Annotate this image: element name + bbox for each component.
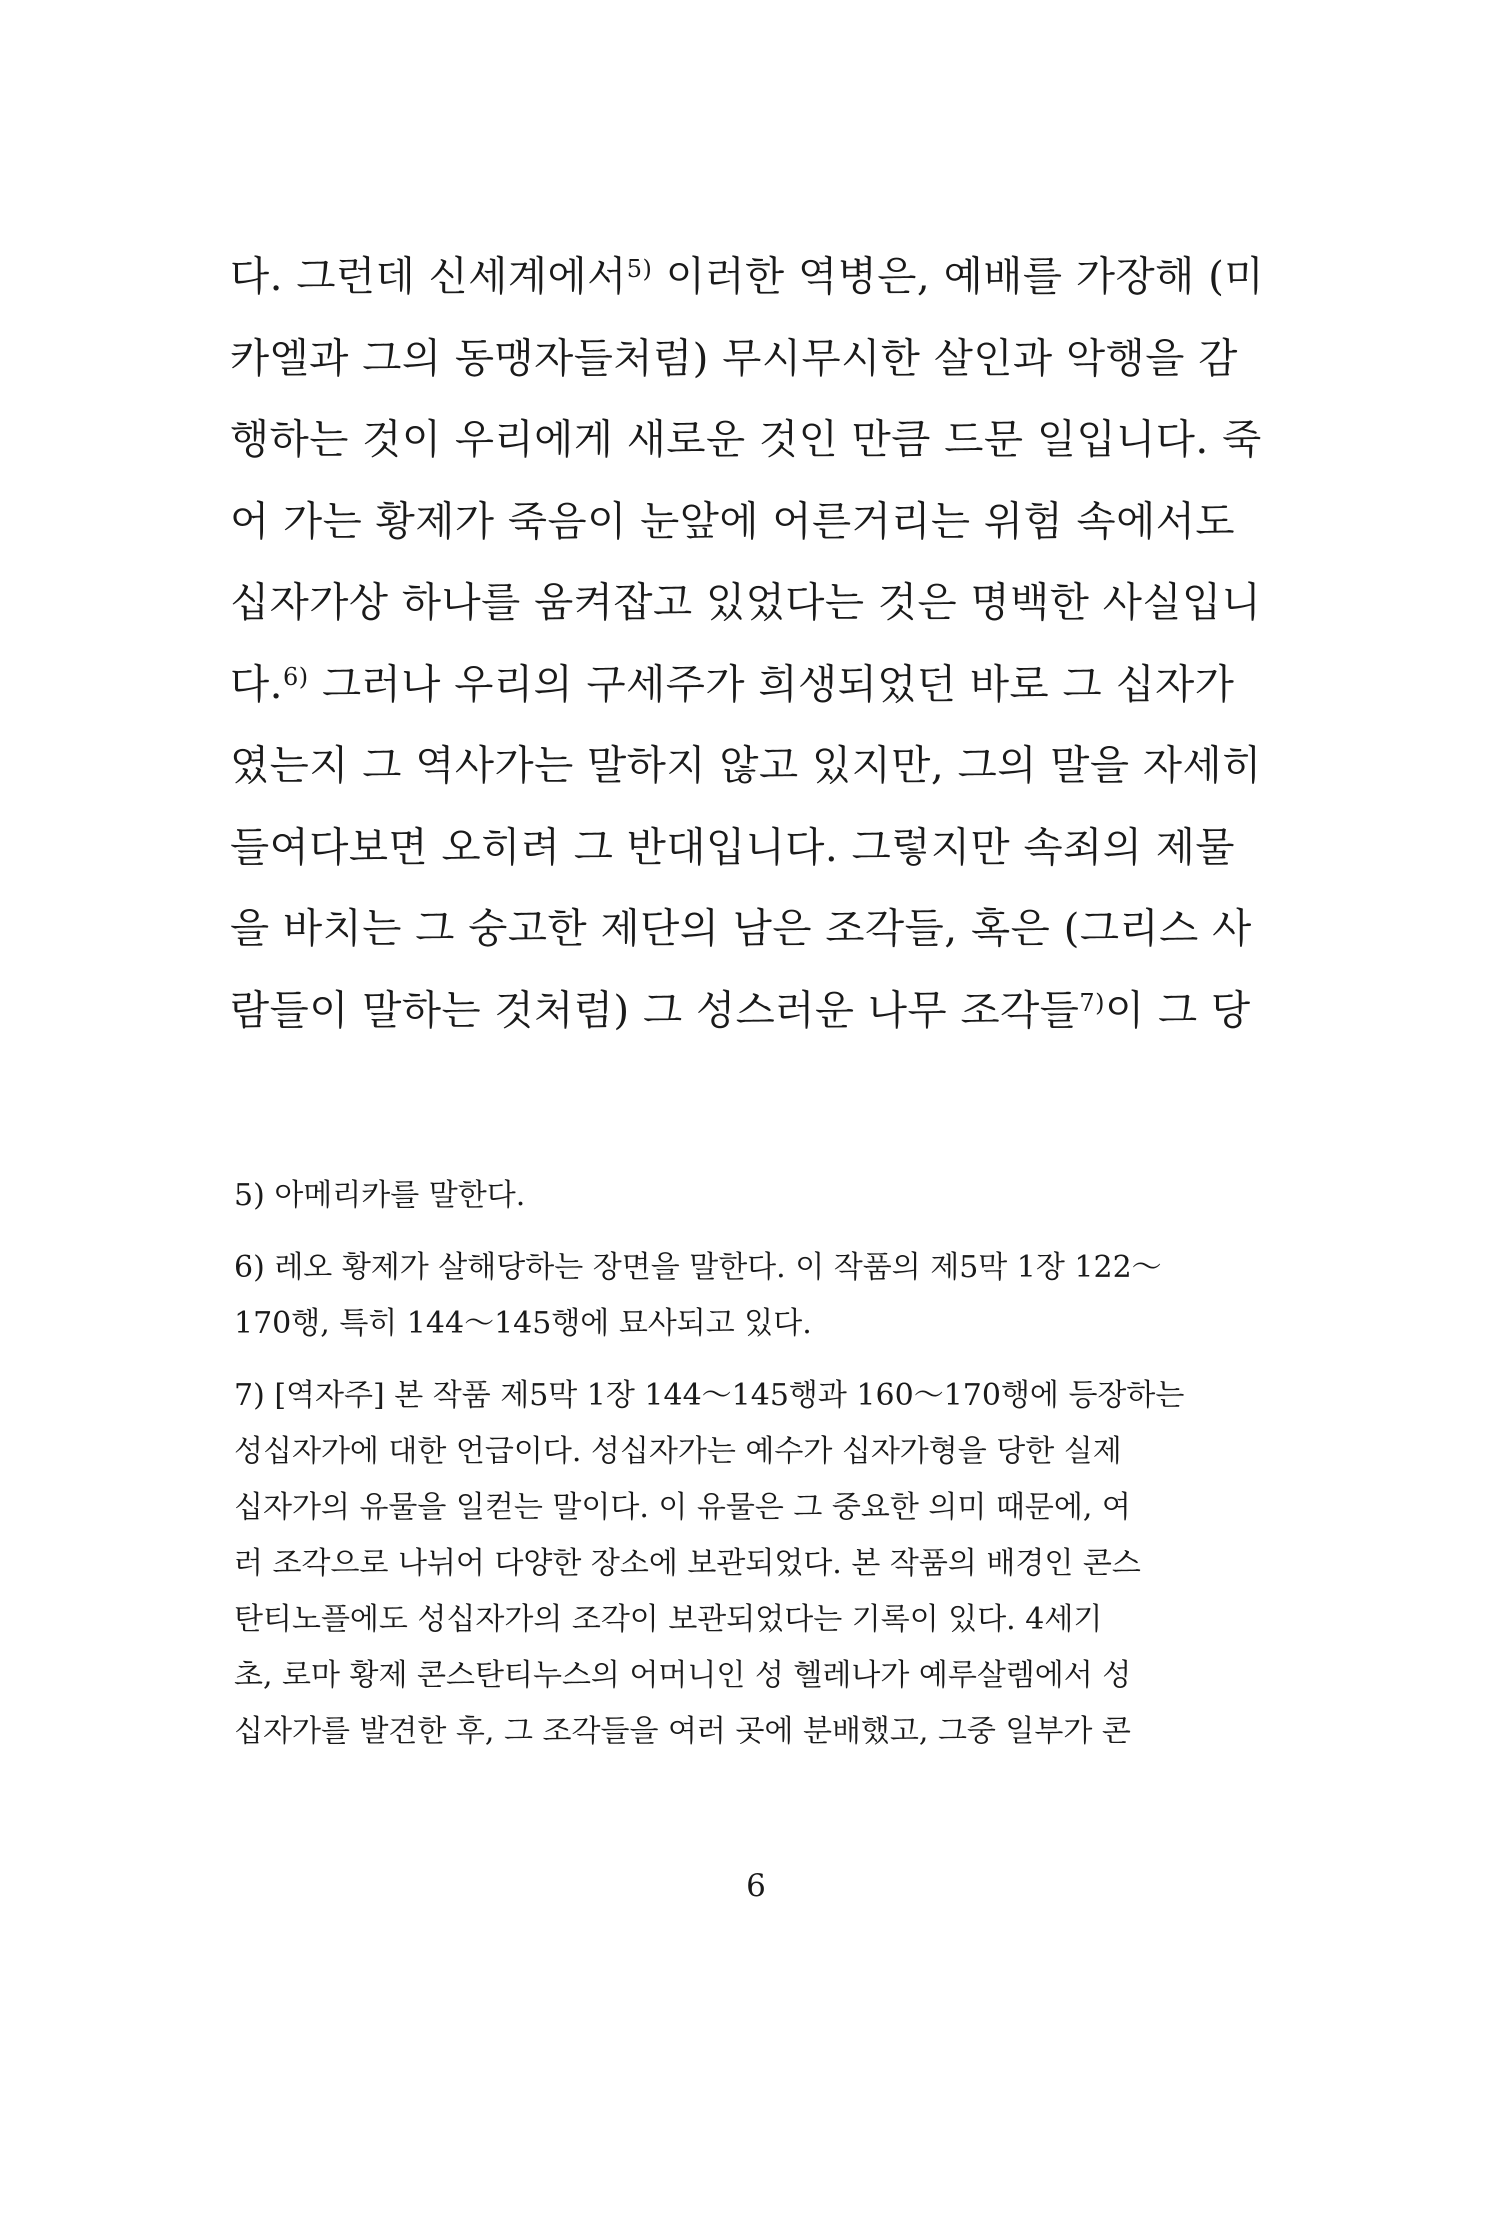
body-line [230, 725, 1262, 807]
body-line [230, 481, 1235, 563]
body-line [230, 888, 1252, 970]
footnote-line: 5) 아메리카를 말한다. [234, 1178, 526, 1213]
body-line [230, 318, 1238, 400]
body-text-segment: 십자가상 하나를 움켜잡고 있었다는 것은 명백한 사실입니 [230, 578, 1262, 626]
footnote-reference: 6) [283, 662, 309, 691]
body-line [230, 399, 1262, 481]
body-text-segment: 였는지 그 역사가는 말하지 않고 있지만, 그의 말을 자세히 [230, 741, 1262, 789]
footnote-line: 170행, 특히 144～145행에 묘사되고 있다. [234, 1306, 812, 1341]
footnote-line: 성십자가에 대한 언급이다. 성십자가는 예수가 십자가형을 당한 실제 [234, 1434, 1122, 1469]
body-text-segment: 어 가는 황제가 죽음이 눈앞에 어른거리는 위험 속에서도 [230, 496, 1235, 545]
footnote [234, 1368, 1194, 1760]
body-text-segment: 람들이 말하는 것처럼) 그 성스러운 나무 조각들 [230, 985, 1080, 1034]
body-text-segment: 행하는 것이 우리에게 새로운 것인 만큼 드문 일입니다. 죽 [230, 415, 1262, 463]
body-text-segment: 카엘과 그의 동맹자들처럼) 무시무시한 살인과 악행을 감 [230, 333, 1238, 382]
body-text-segment: 을 바치는 그 숭고한 제단의 남은 조각들, 혹은 (그리스 사 [230, 904, 1252, 952]
body-line [230, 236, 1265, 318]
footnote-line: 6) 레오 황제가 살해당하는 장면을 말한다. 이 작품의 제5막 1장 122～ [234, 1250, 1162, 1285]
body-text [230, 236, 1265, 1051]
body-text-segment: 이러한 역병은, 예배를 가장해 (미 [652, 252, 1265, 300]
body-text-segment: 다. [230, 659, 283, 708]
footnote-line: 러 조각으로 나뉘어 다양한 장소에 보관되었다. 본 작품의 배경인 콘스 [234, 1546, 1141, 1581]
footnote-line: 초, 로마 황제 콘스탄티누스의 어머니인 성 헬레나가 예루살렘에서 성 [234, 1658, 1132, 1693]
footnote-line: 7) [역자주] 본 작품 제5막 1장 144～145행과 160～170행에 등장하는 [234, 1378, 1185, 1413]
footnote [234, 1240, 1194, 1352]
body-text-segment: 다. 그런데 신세계에서 [230, 252, 627, 300]
body-text-segment: 그러나 우리의 구세주가 희생되었던 바로 그 십자가 [308, 659, 1235, 708]
footnote-line: 십자가를 발견한 후, 그 조각들을 여러 곳에 분배했고, 그중 일부가 콘 [234, 1714, 1131, 1749]
footnotes [234, 1168, 1194, 1776]
footnote-reference: 7) [1079, 988, 1106, 1017]
footnote-line: 탄티노플에도 성십자가의 조각이 보관되었다는 기록이 있다. 4세기 [234, 1602, 1103, 1637]
body-line [230, 562, 1262, 644]
footnote [234, 1168, 1194, 1224]
footnote-line: 십자가의 유물을 일컫는 말이다. 이 유물은 그 중요한 의미 때문에, 여 [234, 1490, 1131, 1525]
footnote-reference: 5) [626, 254, 653, 283]
body-line [230, 970, 1251, 1052]
page-number: 6 [746, 1868, 766, 1904]
body-line [230, 644, 1235, 726]
body-text-segment: 들여다보면 오히려 그 반대입니다. 그렇지만 속죄의 제물 [230, 822, 1235, 871]
body-text-segment: 이 그 당 [1105, 985, 1251, 1034]
body-line [230, 807, 1235, 889]
